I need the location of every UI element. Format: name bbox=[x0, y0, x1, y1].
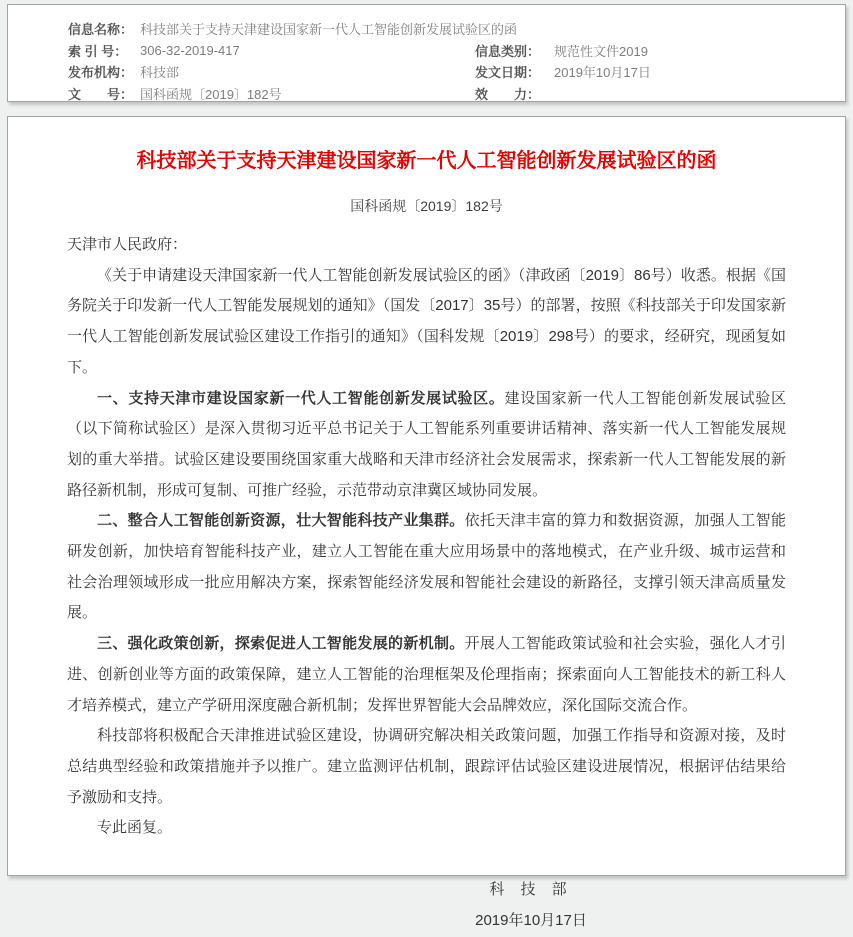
paragraph-item-2 bbox=[67, 506, 786, 629]
paragraph-item-2-lead: 二、整合人工智能创新资源，壮大智能科技产业集群。 bbox=[97, 512, 465, 530]
meta-cell-pubdate bbox=[447, 62, 845, 81]
document-number: 国科函规〔2019〕182号 bbox=[350, 198, 503, 214]
paragraph-intro-text: 《关于申请建设天津国家新一代人工智能创新发展试验区的函》（津政函〔2019〕86号）收悉。根据《国务院关于印发新一代人工智能发展规划的通知》（国发〔2017〕35号）的部署，按照《科技部关于印发国家新一代人工智能创新发展试验区建设工作指引的通知》（国科发规〔2019〕298号）的要求，经研究，现函复如下。 bbox=[67, 266, 786, 376]
paragraph-item-1-text: 建设国家新一代人工智能创新发展试验区（以下简称试验区）是深入贯彻习近平总书记关于人工智能系列重要讲话精神、落实新一代人工智能发展规划的重大举措。试验区建设要围绕国家重大战略和天津市经济社会发展需求，探索新一代人工智能发展的新路径新机制，形成可复制、可推广经验，示范带动京津冀区域协同发展。 bbox=[67, 389, 786, 499]
document-title: 科技部关于支持天津建设国家新一代人工智能创新发展试验区的函 bbox=[136, 150, 717, 172]
info-name-label: 信息名称： bbox=[68, 22, 134, 38]
meta-row-index-category bbox=[8, 40, 845, 62]
paragraph-item-3 bbox=[67, 629, 786, 721]
doc-number-value: 国科函规〔2019〕182号 bbox=[140, 86, 282, 102]
paragraph-item-2-text: 依托天津丰富的算力和数据资源，加强人工智能研发创新，加快培育智能科技产业，建立人工智能在重大应用场景中的落地模式，在产业升级、城市运营和社会治理领域形成一批应用解决方案，探索智能经济发展和智能社会建设的新路径，支撑引领天津高质量发展。 bbox=[67, 512, 786, 622]
meta-cell-agency bbox=[8, 62, 447, 81]
meta-cell-docno bbox=[8, 84, 447, 103]
closing-line: 专此函复。 bbox=[97, 819, 173, 837]
signature-date: 2019年10月17日 bbox=[475, 912, 587, 930]
meta-cell-category bbox=[447, 41, 845, 60]
meta-row-agency-date bbox=[8, 61, 845, 83]
info-name-value: 科技部关于支持天津建设国家新一代人工智能创新发展试验区的函 bbox=[140, 22, 518, 38]
signature-agency: 科 技 部 bbox=[489, 881, 573, 899]
document-body bbox=[67, 230, 786, 844]
paragraph-support bbox=[67, 721, 786, 813]
doc-number-label: 文 号： bbox=[68, 86, 134, 102]
paragraph-item-3-text: 开展人工智能政策试验和社会实验，强化人才引进、创新创业等方面的政策保障，建立人工智能的治理框架及伦理指南；探索面向人工智能技术的新工科人才培养模式，建立产学研用深度融合新机制；发挥世界智能大会品牌效应，深化国际交流合作。 bbox=[67, 635, 786, 714]
paragraph-item-1-lead: 一、支持天津市建设国家新一代人工智能创新发展试验区。 bbox=[97, 389, 505, 407]
meta-cell-validity bbox=[447, 84, 845, 103]
index-number-label: 索 引 号： bbox=[68, 43, 128, 59]
meta-row-docno-validity bbox=[8, 83, 845, 105]
salutation: 天津市人民政府： bbox=[67, 236, 188, 253]
publish-agency-label: 发布机构： bbox=[68, 65, 134, 81]
signature-block bbox=[421, 875, 641, 937]
meta-row-info-name bbox=[8, 18, 845, 40]
info-category-value: 规范性文件2019 bbox=[554, 43, 648, 59]
info-category-label: 信息类别： bbox=[475, 43, 541, 59]
validity-label: 效 力： bbox=[475, 86, 541, 102]
document-content-box bbox=[7, 116, 846, 930]
publish-date-value: 2019年10月17日 bbox=[554, 65, 651, 81]
publish-date-label: 发文日期： bbox=[475, 65, 541, 81]
paragraph-support-text: 科技部将积极配合天津推进试验区建设，协调研究解决相关政策问题，加强工作指导和资源对接，及时总结典型经验和政策措施并予以推广。建立监测评估机制，跟踪评估试验区建设进展情况，根据评估结果给予激励和支持。 bbox=[67, 727, 786, 806]
meta-cell-index bbox=[8, 41, 447, 60]
document-meta-box bbox=[7, 4, 846, 102]
paragraph-item-3-lead: 三、强化政策创新，探索促进人工智能发展的新机制。 bbox=[97, 635, 465, 653]
index-number-value: 306-32-2019-417 bbox=[140, 42, 240, 58]
paragraph-item-1 bbox=[67, 384, 786, 507]
publish-agency-value: 科技部 bbox=[140, 65, 180, 81]
paragraph-intro bbox=[67, 261, 786, 384]
